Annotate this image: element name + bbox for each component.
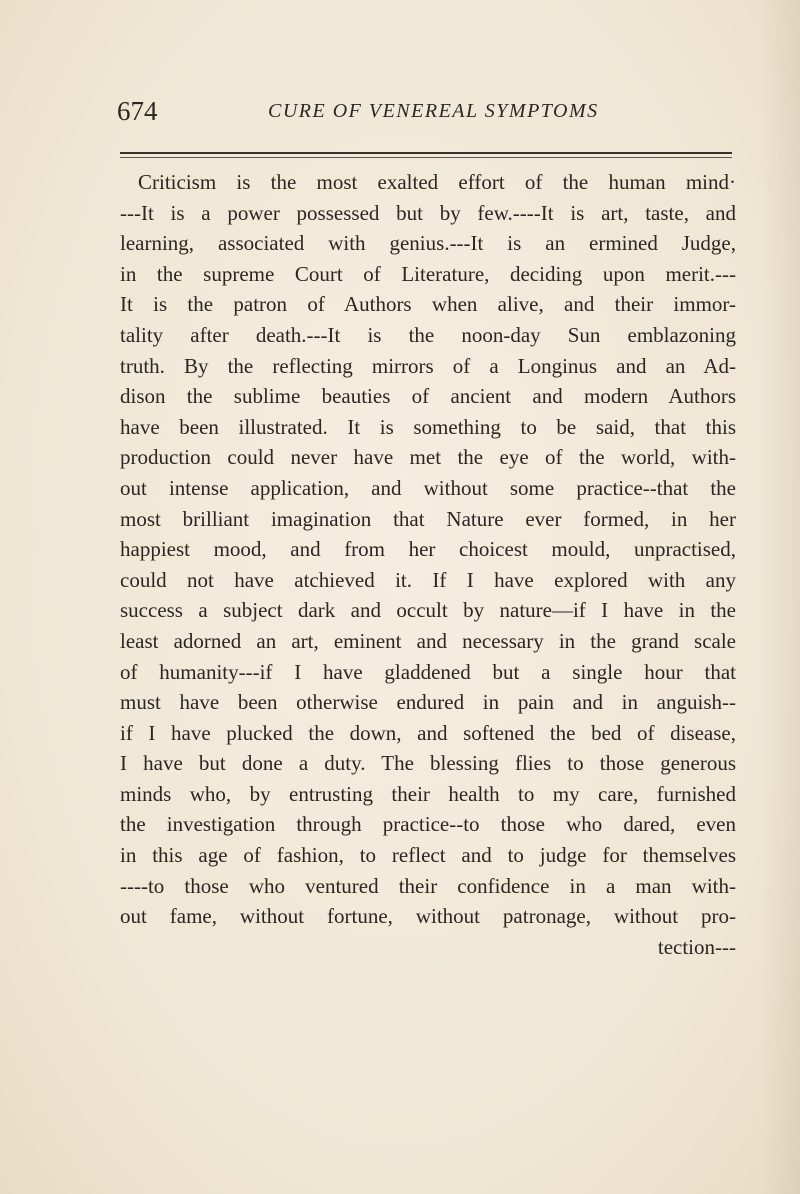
text-line: out fame, without fortune, without patronage, without pro- xyxy=(120,904,736,929)
header-rule xyxy=(120,152,732,154)
text-line: have been illustrated. It is something to be said, that this xyxy=(120,414,736,439)
page-edge-shadow xyxy=(760,0,800,1194)
text-line: the investigation through practice--to those who dared, even xyxy=(120,812,736,837)
text-line: ---It is a power possessed but by few.----It is art, taste, and xyxy=(120,200,736,225)
text-line: ----to those who ventured their confidence in a man with- xyxy=(120,873,736,898)
page-header xyxy=(117,96,737,136)
text-line: learning, associated with genius.---It is an ermined Judge, xyxy=(120,231,736,256)
header-rule-thin xyxy=(120,157,732,158)
text-line: if I have plucked the down, and softened the bed of disease, xyxy=(120,720,736,745)
text-line: in this age of fashion, to reflect and to judge for themselves xyxy=(120,843,736,868)
text-line: production could never have met the eye of the world, with- xyxy=(120,445,736,470)
text-line: in the supreme Court of Literature, deciding upon merit.--- xyxy=(120,261,736,286)
text-line: happiest mood, and from her choicest mould, unpractised, xyxy=(120,537,736,562)
text-line: of humanity---if I have gladdened but a single hour that xyxy=(120,659,736,684)
text-line: It is the patron of Authors when alive, and their immor- xyxy=(120,292,736,317)
text-line: could not have atchieved it. If I have explored with any xyxy=(120,567,736,592)
text-line: Criticism is the most exalted effort of the human mind· xyxy=(138,170,736,194)
text-line: truth. By the reflecting mirrors of a Longinus and an Ad- xyxy=(120,353,736,378)
text-line: tality after death.---It is the noon-day Sun emblazoning xyxy=(120,322,736,347)
text-line: minds who, by entrusting their health to my care, furnished xyxy=(120,781,736,806)
text-line: success a subject dark and occult by nature—if I have in the xyxy=(120,598,736,623)
text-line: dison the sublime beauties of ancient and modern Authors xyxy=(120,384,736,409)
running-head: CURE OF VENEREAL SYMPTOMS xyxy=(268,100,599,122)
text-line: must have been otherwise endured in pain and in anguish-- xyxy=(120,690,736,715)
page-number: 674 xyxy=(117,96,158,126)
text-line: least adorned an art, eminent and necessary in the grand scale xyxy=(120,628,736,653)
text-line: most brilliant imagination that Nature ever formed, in her xyxy=(120,506,736,531)
text-line: out intense application, and without some practice--that the xyxy=(120,475,736,500)
text-line: tection--- xyxy=(657,934,736,959)
text-line: I have but done a duty. The blessing flies to those generous xyxy=(120,751,736,776)
body-text xyxy=(120,167,736,962)
